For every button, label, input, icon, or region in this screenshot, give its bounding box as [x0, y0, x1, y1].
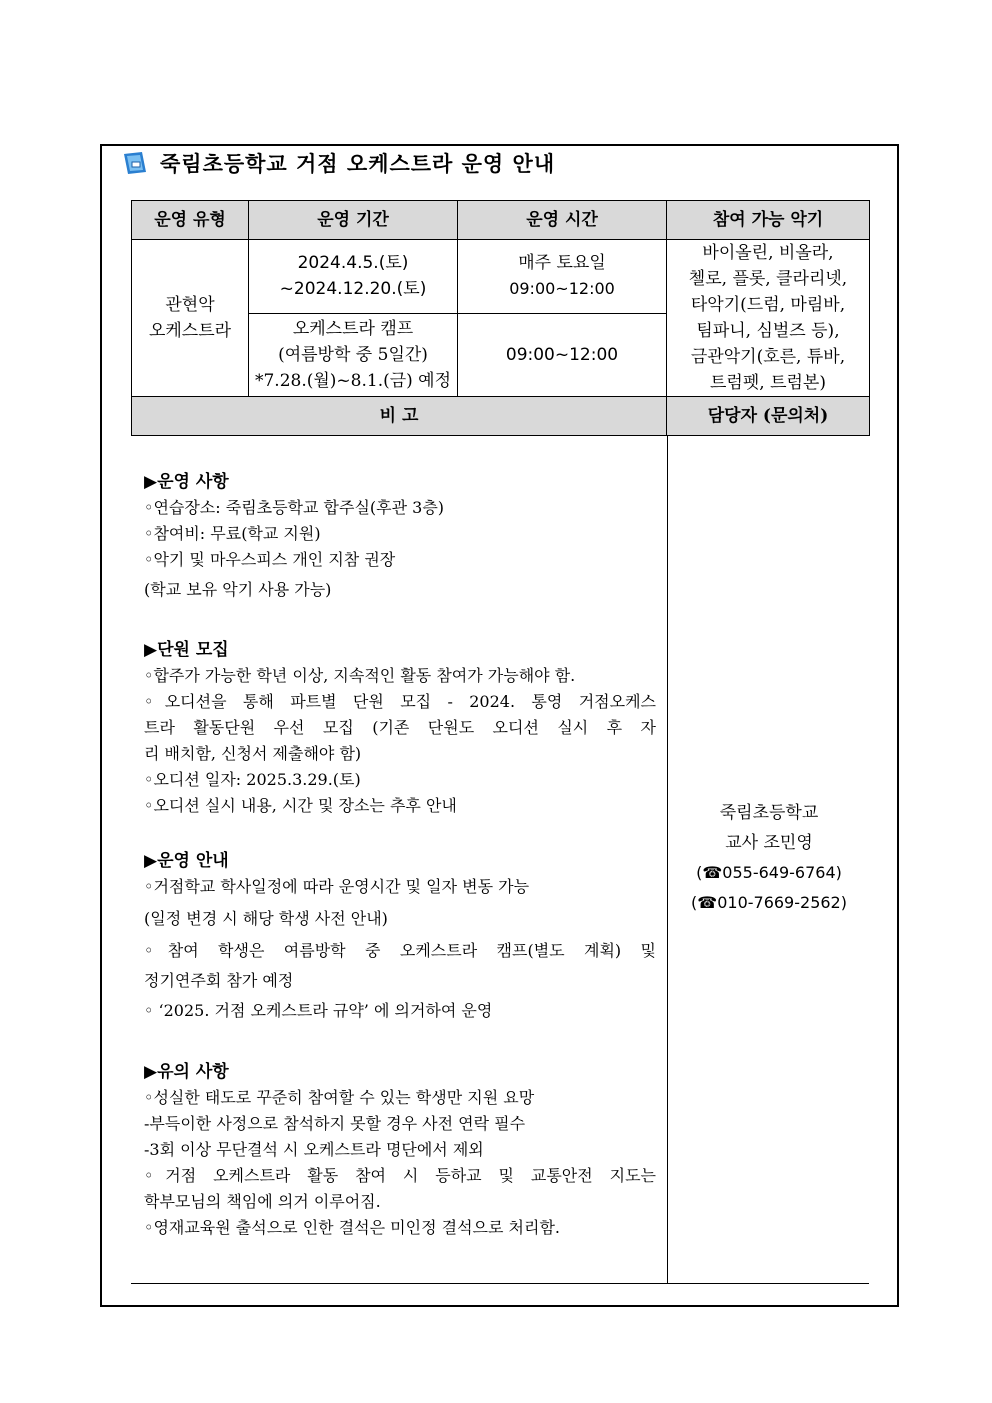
section-guidance — [144, 848, 664, 1024]
period-cell-camp: 오케스트라 캠프 (여름방학 중 5일간) *7.28.(월)~8.1.(금) 예정 — [249, 313, 458, 396]
operation-table — [131, 200, 870, 436]
table-header-row — [132, 201, 870, 240]
list-item: ◦영재교육원 출석으로 인한 결석은 미인정 결석으로 처리함. — [144, 1218, 560, 1237]
section-title: ▶유의 사항 — [144, 1062, 229, 1082]
list-item: ◦연습장소: 죽림초등학교 합주실(후관 3층) — [144, 498, 445, 517]
section-title: ▶운영 사항 — [144, 472, 229, 492]
list-item: (학교 보유 악기 사용 가능) — [144, 580, 332, 599]
list-item: ◦합주가 가능한 학년 이상, 지속적인 활동 참여가 가능해야 함. — [144, 666, 576, 685]
list-item: 정기연주회 참가 예정 — [144, 971, 294, 990]
list-item: ◦성실한 태도로 꾸준히 참여할 수 있는 학생만 지원 요망 — [144, 1088, 535, 1107]
notes-header: 비 고 — [132, 397, 667, 436]
table-bottom-border — [131, 1283, 869, 1284]
list-item: ◦거점 오케스트라 활동 참여 시 등하교 및 교통안전 지도는 — [144, 1166, 656, 1185]
section-title: ▶단원 모집 — [144, 640, 229, 660]
contact-school: 죽림초등학교 — [719, 803, 819, 823]
page-title: 죽림초등학교 거점 오케스트라 운영 안내 — [160, 151, 556, 176]
header-type: 운영 유형 — [132, 201, 249, 240]
contact-phone-mobile: (☎010-7669-2562) — [691, 893, 847, 912]
contact-header: 담당자 (문의처) — [667, 397, 870, 436]
list-item: ◦오디션 일자: 2025.3.29.(토) — [144, 770, 361, 789]
table-row — [132, 240, 870, 314]
list-item: ◦참여비: 무료(학교 지원) — [144, 524, 321, 543]
notes-header-row — [132, 397, 870, 436]
header-period: 운영 기간 — [249, 201, 458, 240]
list-item: ◦오디션 실시 내용, 시간 및 장소는 추후 안내 — [144, 796, 457, 815]
section-operation — [144, 469, 664, 603]
instruments-cell: 바이올린, 비올라, 첼로, 플롯, 클라리넷, 타악기(드럼, 마림바, 팀파니, 심벌즈 등), 금관악기(호른, 튜바, 트럼펫, 트럼본) — [667, 240, 870, 397]
document-bullet-icon — [122, 150, 148, 176]
title-row — [122, 146, 555, 180]
header-instruments: 참여 가능 악기 — [667, 201, 870, 240]
list-item: ◦참여 학생은 여름방학 중 오케스트라 캠프(별도 계획) 및 — [144, 941, 656, 960]
header-time: 운영 시간 — [458, 201, 667, 240]
list-item: 학부모님의 책임에 의거 이루어짐. — [144, 1192, 381, 1211]
section-precautions — [144, 1059, 664, 1241]
list-item: ◦오디션을 통해 파트별 단원 모집 - 2024. 통영 거점오케스 — [144, 692, 656, 711]
contact-teacher: 교사 조민영 — [725, 833, 813, 853]
list-item: -3회 이상 무단결석 시 오케스트라 명단에서 제외 — [144, 1140, 484, 1159]
contact-cell — [667, 436, 869, 1284]
time-cell-camp: 09:00~12:00 — [458, 313, 667, 396]
list-item: (일정 변경 시 해당 학생 사전 안내) — [144, 909, 388, 928]
contact-info — [668, 798, 870, 918]
contact-phone-office: (☎055-649-6764) — [696, 863, 842, 882]
time-cell-regular: 매주 토요일 09:00~12:00 — [458, 240, 667, 314]
list-item: -부득이한 사정으로 참석하지 못할 경우 사전 연락 필수 — [144, 1114, 526, 1133]
section-title: ▶운영 안내 — [144, 851, 229, 871]
list-item: 트라 활동단원 우선 모집 (기존 단원도 오디션 실시 후 자 — [144, 718, 656, 737]
period-cell-regular: 2024.4.5.(토) ~2024.12.20.(토) — [249, 240, 458, 314]
list-item: ◦거점학교 학사일정에 따라 운영시간 및 일자 변동 가능 — [144, 877, 530, 896]
list-item: ◦ ‘2025. 거점 오케스트라 규약’ 에 의거하여 운영 — [144, 1001, 493, 1020]
list-item: ◦악기 및 마우스피스 개인 지참 권장 — [144, 550, 396, 569]
section-recruitment — [144, 637, 664, 819]
list-item: 리 배치함, 신청서 제출해야 함) — [144, 744, 362, 763]
type-cell: 관현악 오케스트라 — [132, 240, 249, 397]
